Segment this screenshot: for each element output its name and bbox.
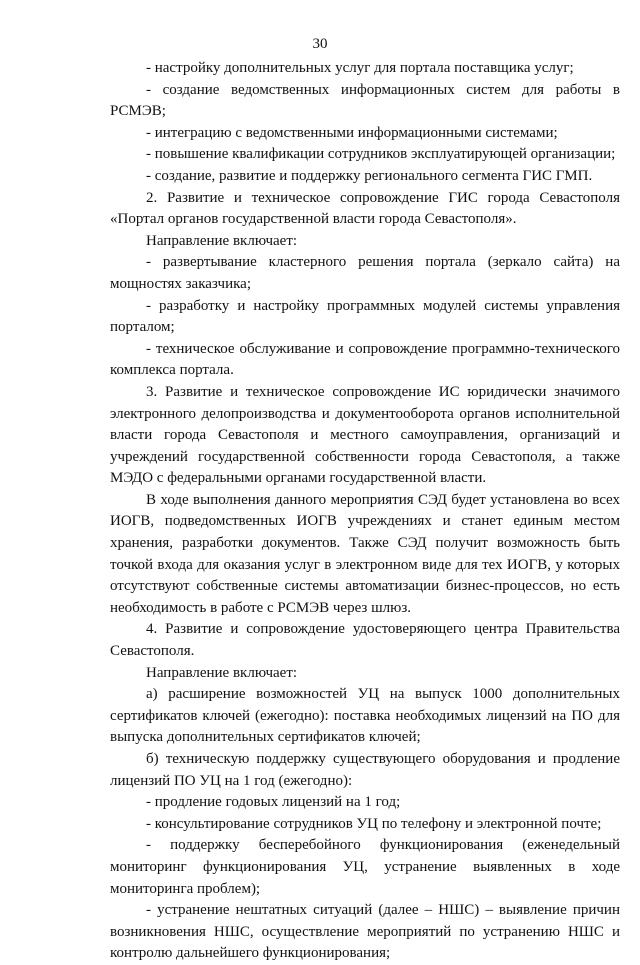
paragraph: - интеграцию с ведомственными информационными системами; (146, 124, 558, 141)
paragraph: - создание ведомственных информационных систем для работы в РСМЭВ; (110, 81, 620, 120)
paragraph: - техническое обслуживание и сопровождение программно-технического комплекса портала. (110, 340, 620, 379)
paragraph: 2. Развитие и техническое сопровождение ГИС города Севастополя «Портал органов государственной власти города Севастополя». (110, 189, 620, 228)
paragraph: - настройку дополнительных услуг для портала поставщика услуг; (146, 60, 574, 76)
document-body (110, 58, 620, 965)
paragraph: - продление годовых лицензий на 1 год; (146, 794, 401, 811)
paragraph: В ходе выполнения данного мероприятия СЭД будет установлена во всех ИОГВ, подведомственных ИОГВ учреждениях и станет единым местом хранения, разработки документов. Также СЭД получит возможность быть точкой входа для оказания услуг в электронном виде для тех ИОГВ, у которых отсутствуют собственные системы автоматизации бизнес-процессов, но есть необходимость в работе с РСМЭВ через шлюз. (110, 491, 620, 616)
paragraph: Направление включает: (146, 664, 298, 681)
page-number: 30 (312, 36, 328, 52)
paragraph: 3. Развитие и техническое сопровождение ИС юридически значимого электронного делопроизводства и документооборота органов исполнительной власти города Севастополя и местного самоуправления, организаций и учреждений государственной собственности города Севастополя, а также МЭДО с федеральными органами государственной власти. (110, 383, 620, 487)
paragraph: - повышение квалификации сотрудников эксплуатирующей организации; (146, 146, 616, 163)
paragraph: б) техническую поддержку существующего оборудования и продление лицензий ПО УЦ на 1 год (ежегодно): (110, 751, 620, 789)
paragraph: - поддержку бесперебойного функционирования (еженедельный мониторинг функционирования УЦ, устранение выявленных в ходе мониторинга проблем); (110, 837, 620, 897)
paragraph: - устранение нештатных ситуаций (далее – НШС) – выявление причин возникновения НШС, осуществление мероприятий по устранению НШС и контролю дальнейшего функционирования; (110, 902, 620, 962)
paragraph: - консультирование сотрудников УЦ по телефону и электронной почте; (146, 815, 602, 832)
paragraph: - развертывание кластерного решения портала (зеркало сайта) на мощностях заказчика; (110, 254, 620, 292)
paragraph: а) расширение возможностей УЦ на выпуск 1000 дополнительных сертификатов ключей (ежегодно): поставка необходимых лицензий на ПО для выпуска дополнительных сертификатов ключей; (110, 686, 620, 746)
paragraph: 4. Развитие и сопровождение удостоверяющего центра Правительства Севастополя. (110, 621, 620, 660)
paragraph: - создание, развитие и поддержку регионального сегмента ГИС ГМП. (146, 167, 593, 184)
paragraph: - разработку и настройку программных модулей системы управления порталом; (110, 297, 620, 336)
paragraph: Направление включает: (146, 232, 298, 249)
